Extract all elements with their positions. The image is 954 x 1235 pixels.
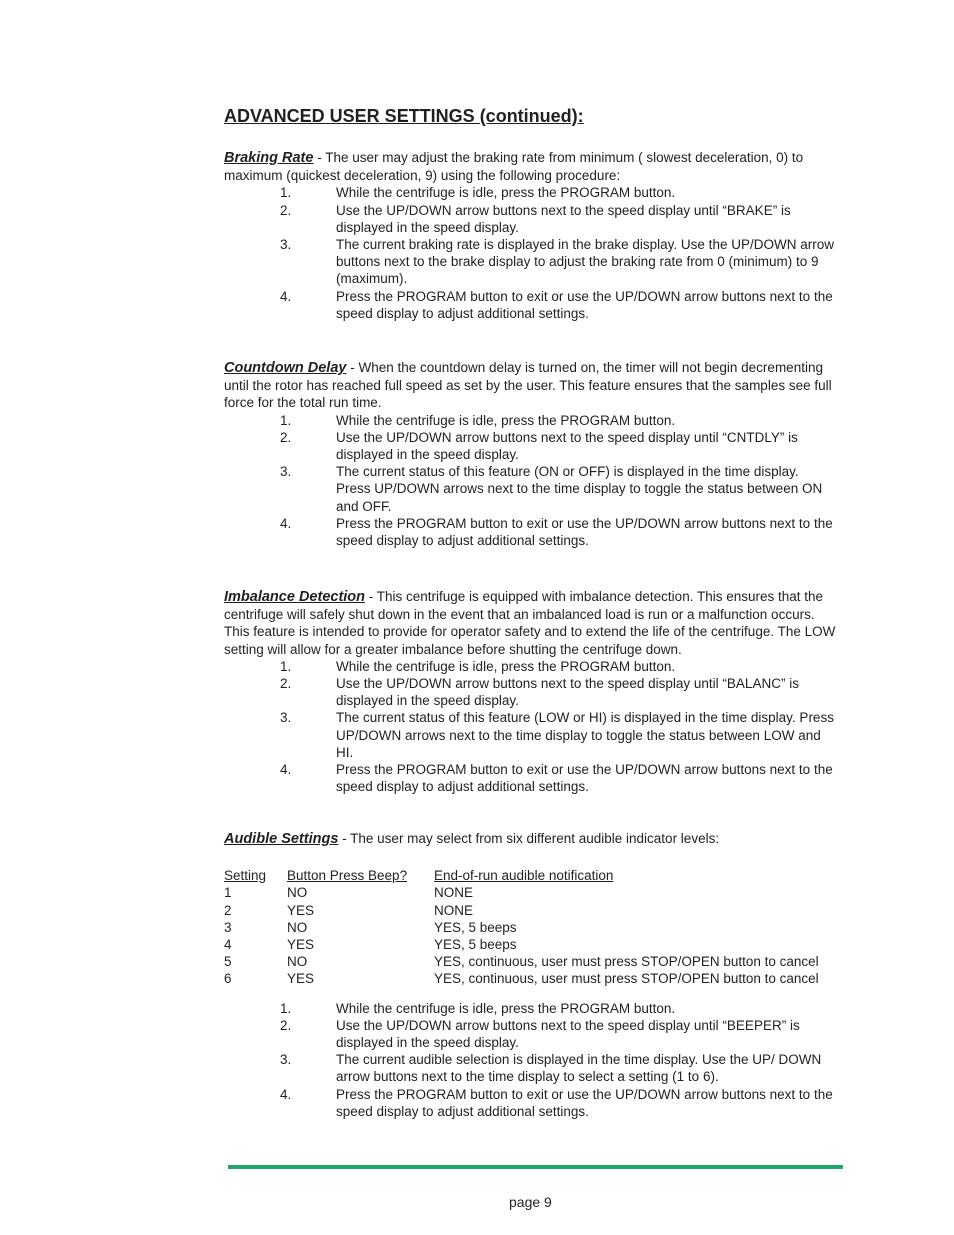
table-cell: 5: [224, 954, 232, 970]
list-item: [224, 184, 836, 201]
table-cell: 6: [224, 971, 232, 987]
column-header-label: End-of-run audible notification: [434, 868, 614, 884]
section-countdown-delay: [224, 359, 836, 549]
table-cell: 3: [224, 919, 232, 935]
section-intro: [224, 830, 836, 848]
section-intro: [224, 359, 836, 412]
list-item: [224, 1000, 836, 1017]
step-list: [224, 1000, 836, 1120]
table-cell: NONE: [434, 885, 474, 901]
table-cell: NO: [287, 919, 308, 935]
list-item: [224, 675, 836, 709]
table-cell: YES: [287, 902, 315, 918]
table-cell: YES, continuous, user must press STOP/OPEN button to cancel: [434, 971, 819, 987]
table-cell: 1: [224, 885, 232, 901]
table-header-row: [224, 867, 819, 884]
step-list: [224, 658, 836, 796]
section-intro-text: - This centrifuge is equipped with imbalance detection. This ensures that the centrifuge will safely shut down in the event that an imbalanced load is run or a malfunction occurs. This feature is intended to provide for operator safety and to extend the life of the centrifuge. The LOW setting will allow for a greater imbalance before shutting the centrifuge down.: [224, 589, 836, 657]
step-number: 2.: [280, 202, 292, 218]
table-row: [224, 884, 819, 901]
section-intro-text: - The user may adjust the braking rate from minimum ( slowest deceleration, 0) to maximum (quickest deceleration, 9) using the following procedure:: [224, 150, 804, 184]
step-number: 1.: [280, 1000, 292, 1016]
step-number: 3.: [280, 464, 292, 480]
table-cell: 2: [224, 902, 232, 918]
step-list: [224, 412, 836, 550]
step-text: Use the UP/DOWN arrow buttons next to the speed display until “BRAKE” is displayed in the speed display.: [336, 202, 791, 235]
list-item: [224, 412, 836, 429]
step-text: The current status of this feature (LOW or HI) is displayed in the time display. Press UP/DOWN arrows next to the time display to toggle the status between LOW and HI.: [336, 710, 834, 760]
list-item: [224, 515, 836, 549]
list-item: [224, 202, 836, 236]
list-item: [224, 1086, 836, 1120]
section-intro: [224, 149, 836, 184]
step-text: While the centrifuge is idle, press the PROGRAM button.: [336, 658, 676, 674]
step-text: While the centrifuge is idle, press the PROGRAM button.: [336, 412, 676, 428]
step-number: 2.: [280, 1017, 292, 1033]
table-row: [224, 902, 819, 919]
column-header-label: Setting: [224, 868, 267, 884]
section-braking-rate: [224, 149, 836, 322]
list-item: [224, 1051, 836, 1085]
section-heading: Braking Rate: [224, 150, 314, 166]
list-item: [224, 288, 836, 322]
section-intro: [224, 588, 836, 658]
step-text: Press the PROGRAM button to exit or use the UP/DOWN arrow buttons next to the speed display to adjust additional settings.: [336, 762, 833, 795]
table-row: [224, 970, 819, 987]
step-text: Press the PROGRAM button to exit or use the UP/DOWN arrow buttons next to the speed display to adjust additional settings.: [336, 288, 833, 321]
step-number: 3.: [280, 1052, 292, 1068]
step-number: 1.: [280, 185, 292, 201]
step-list: [224, 184, 836, 322]
list-item: [224, 709, 836, 761]
column-header: [224, 867, 287, 884]
list-item: [224, 463, 836, 515]
section-intro-text: - The user may select from six different audible indicator levels:: [338, 831, 720, 846]
section-audible-settings: [224, 830, 836, 1120]
step-number: 2.: [280, 676, 292, 692]
table-row: [224, 936, 819, 953]
step-number: 4.: [280, 762, 292, 778]
column-header: [434, 867, 819, 884]
step-text: While the centrifuge is idle, press the PROGRAM button.: [336, 1000, 676, 1016]
step-number: 4.: [280, 288, 292, 304]
step-text: Use the UP/DOWN arrow buttons next to the speed display until “CNTDLY” is displayed in the speed display.: [336, 429, 798, 463]
section-imbalance-detection: [224, 588, 836, 795]
section-heading: Audible Settings: [224, 831, 339, 847]
table-cell: YES: [287, 937, 315, 953]
table-cell: NONE: [434, 902, 474, 918]
step-text: Use the UP/DOWN arrow buttons next to the speed display until “BALANC” is displayed in the speed display.: [336, 676, 799, 709]
section-heading: Countdown Delay: [224, 360, 347, 376]
list-item: [224, 1017, 836, 1051]
page-number: page 9: [509, 1194, 552, 1210]
step-number: 4.: [280, 515, 292, 531]
table-cell: YES, continuous, user must press STOP/OPEN button to cancel: [434, 954, 819, 970]
step-text: Use the UP/DOWN arrow buttons next to the speed display until “BEEPER” is displayed in the speed display.: [336, 1017, 800, 1051]
column-header: [287, 867, 434, 884]
table-row: [224, 919, 819, 936]
table-cell: NO: [287, 954, 308, 970]
step-number: 2.: [280, 429, 292, 445]
step-text: The current status of this feature (ON or OFF) is displayed in the time display. Press UP/DOWN arrows next to the time display to toggle the status between ON and OFF.: [336, 464, 823, 514]
section-heading: Imbalance Detection: [224, 589, 366, 605]
table-cell: YES, 5 beeps: [434, 919, 517, 935]
step-number: 1.: [280, 658, 292, 674]
step-number: 1.: [280, 412, 292, 428]
section-intro-text: - When the countdown delay is turned on, the timer will not begin decrementing until the rotor has reached full speed as set by the user. This feature ensures that the samples see full force for the total run time.: [224, 360, 832, 411]
list-item: [224, 236, 836, 288]
table-cell: YES, 5 beeps: [434, 937, 517, 953]
list-item: [224, 429, 836, 463]
table-cell: NO: [287, 885, 308, 901]
page-title: ADVANCED USER SETTINGS (continued):: [224, 106, 584, 126]
step-text: While the centrifuge is idle, press the PROGRAM button.: [336, 185, 676, 201]
step-number: 3.: [280, 710, 292, 726]
table-cell: YES: [287, 971, 315, 987]
list-item: [224, 761, 836, 795]
table-cell: 4: [224, 937, 232, 953]
audible-settings-table: [224, 867, 819, 987]
step-text: The current audible selection is displayed in the time display. Use the UP/ DOWN arrow buttons next to the time display to select a setting (1 to 6).: [336, 1052, 822, 1085]
list-item: [224, 658, 836, 675]
column-header-label: Button Press Beep?: [287, 868, 408, 884]
step-number: 3.: [280, 237, 292, 253]
step-text: Press the PROGRAM button to exit or use the UP/DOWN arrow buttons next to the speed display to adjust additional settings.: [336, 515, 833, 549]
step-text: Press the PROGRAM button to exit or use the UP/DOWN arrow buttons next to the speed display to adjust additional settings.: [336, 1086, 833, 1119]
step-text: The current braking rate is displayed in the brake display. Use the UP/DOWN arrow buttons next to the brake display to adjust the braking rate from 0 (minimum) to 9 (maximum).: [336, 237, 834, 287]
footer-divider: [228, 1165, 843, 1169]
step-number: 4.: [280, 1086, 292, 1102]
table-row: [224, 953, 819, 970]
